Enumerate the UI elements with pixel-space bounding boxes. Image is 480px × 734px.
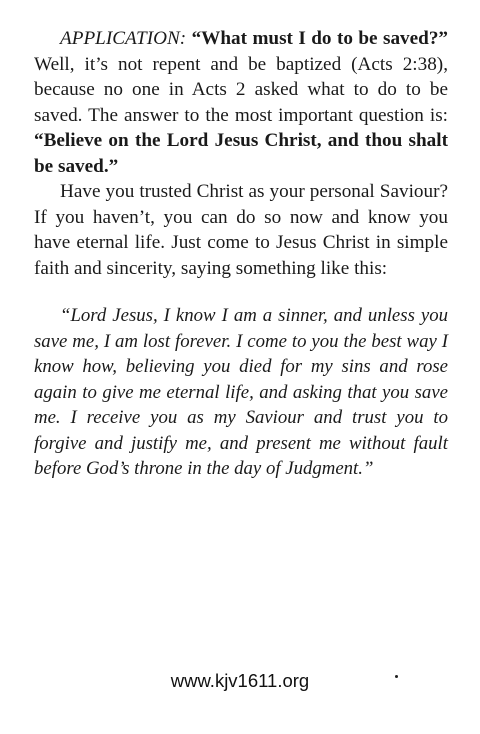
application-paragraph — [34, 26, 448, 179]
application-question: “What must I do to be saved?” — [191, 28, 449, 49]
application-answer: “Believe on the Lord Jesus Christ, and thou shalt be saved.” — [34, 130, 448, 177]
decorative-dot — [395, 675, 398, 678]
invitation-paragraph: Have you trusted Christ as your personal Saviour? If you haven’t, you can do so now and know you have eternal life. Just come to Jesus Christ in simple faith and sincerity, saying something like this: — [34, 181, 448, 279]
tract-text — [34, 26, 448, 482]
application-body: Well, it’s not repent and be baptized (Acts 2:38), because no one in Acts 2 asked what to do to be saved. The answer to the most important question is: — [34, 53, 448, 126]
prayer-paragraph: “Lord Jesus, I know I am a sinner, and unless you save me, I am lost forever. I come to you the best way I know how, believing you died for my sins and rose again to give me eternal life, and asking that you save me. I receive you as my Saviour and trust you to forgive and justify me, and present me without fault before God’s throne in the day of Judgment.” — [34, 305, 448, 479]
website-link[interactable]: www.kjv1611.org — [170, 670, 310, 691]
application-label: APPLICATION: — [60, 28, 187, 49]
